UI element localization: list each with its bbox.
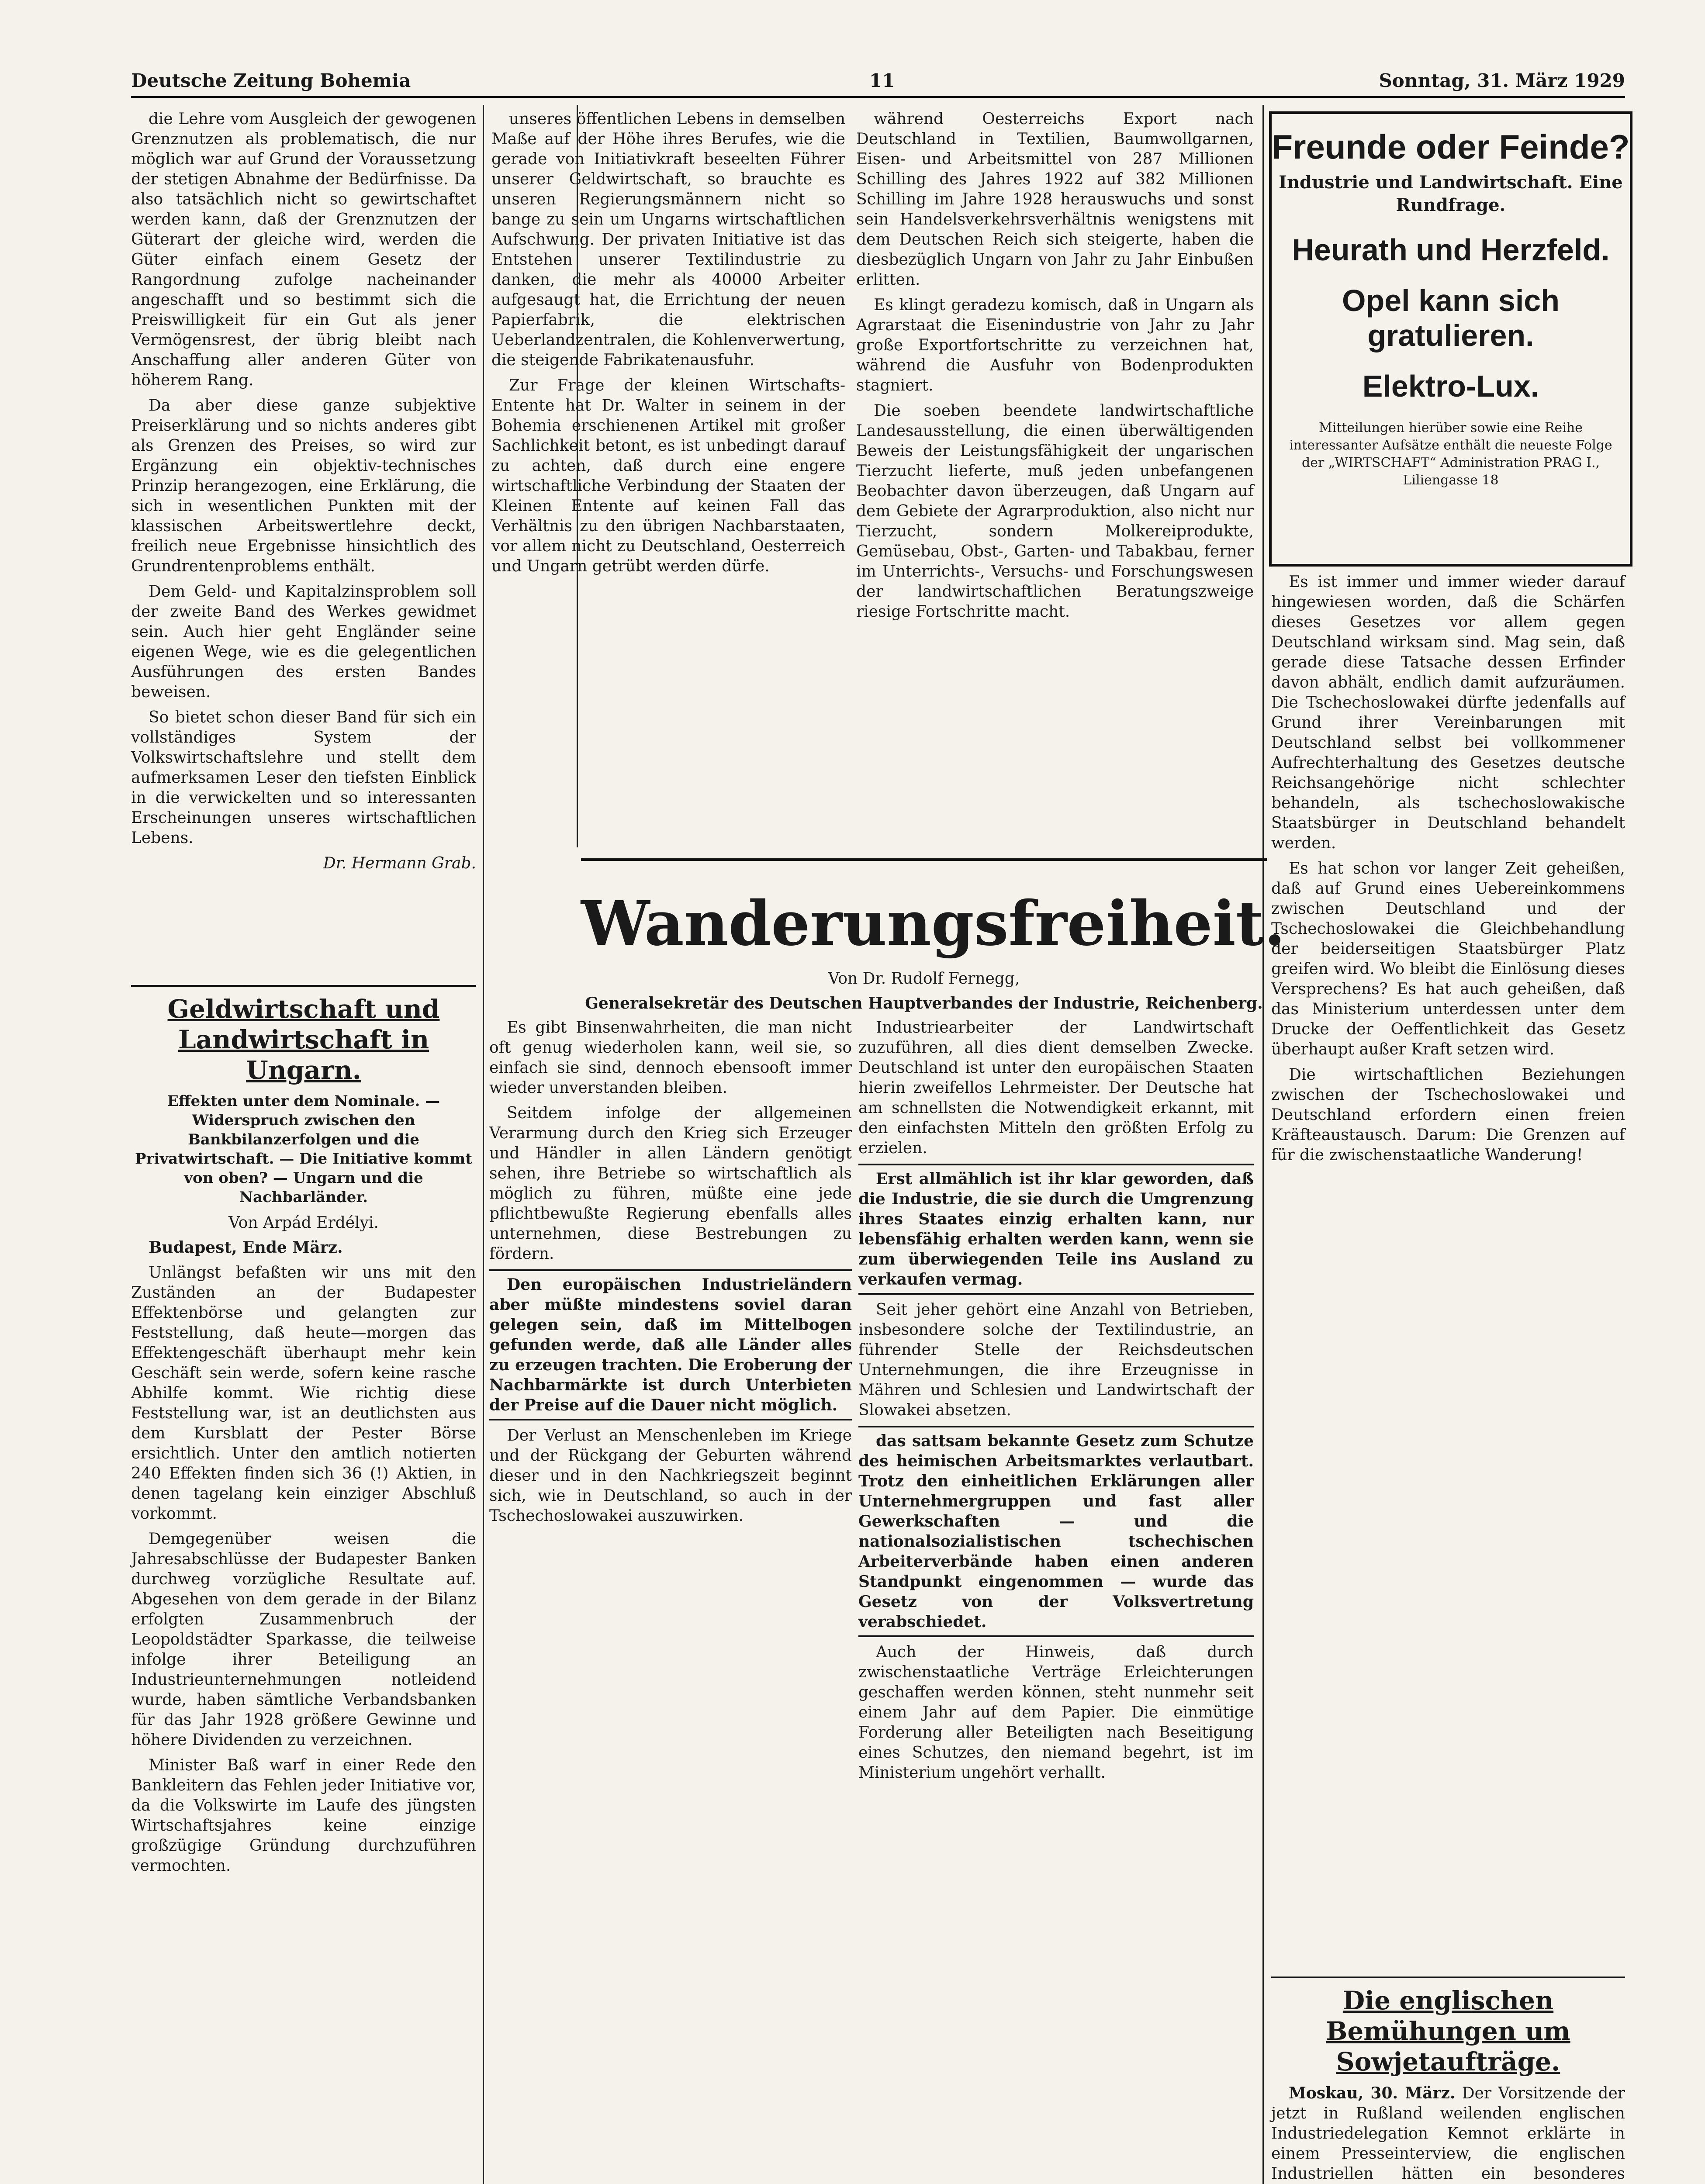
page-header bbox=[131, 66, 1625, 98]
column-rule bbox=[483, 105, 484, 2184]
article-dateline: Budapest, Ende März. bbox=[149, 1238, 343, 1257]
wander-right-column bbox=[858, 1018, 1254, 1788]
paragraph: während Oesterreichs Export nach Deutschland in Textilien, Baumwollgarnen, Eisen- und Arbeitsmittel von 287 Millionen Schilling des Jahres 1922 auf 382 Millionen Schilling im Jahre 1928 herauswuchs und sonst sein Handelsverkehrsverhältnis wenigstens mit dem Deutschen Reich sich steigerte, haben die diesbezüglich Ungarn von Jahr zu Jahr Einbußen erlitten. bbox=[856, 110, 1254, 289]
column-3 bbox=[856, 109, 1254, 627]
section-divider bbox=[131, 985, 476, 987]
ad-line: Heurath und Herzfeld. bbox=[1292, 233, 1610, 267]
article-sowjet bbox=[1271, 1985, 1625, 2184]
article-ungarn bbox=[131, 994, 476, 1881]
highlight-box: Erst allmählich ist ihr klar geworden, daß die Industrie, die sie durch die Umgrenzung ihres Staates einzig erhalten kann, nur lebensfähig erhalten werden kann, wenn sie zum überwiegenden Teile ins Ausland zu verkaufen vermag. bbox=[858, 1164, 1254, 1295]
column-4 bbox=[1271, 572, 1625, 1171]
paragraph: So bietet schon dieser Band für sich ein vollständiges System der Volkswirtschaftslehre und stellt dem aufmerksamen Leser den tiefsten Einblick in die verwickelten und so interessanten Erscheinungen unseres wirtschaftlichen Lebens. bbox=[131, 708, 476, 847]
paragraph: Da aber diese ganze subjektive Preiserklärung und so nichts anderes gibt als Grenzen des Preises, so wird zur Ergänzung ein objektiv-technisches Prinzip herangezogen, eine Erklärung, die sich in wesentlichen Punkten mit der klassischen Arbeitswertlehre deckt, freilich neue Ergebnisse hinsichtlich des Grundrentenproblems enthält. bbox=[131, 397, 476, 575]
paragraph: Es ist immer und immer wieder darauf hingewiesen worden, daß die Schärfen dieses Gesetzes vor allem gegen Deutschland wirksam sind. Mag sein, daß gerade diese Tatsache dessen Erfinder davon abhält, endlich damit aufzuräumen. Die Tschechoslowakei dürfte jedenfalls auf Grund ihrer Vereinbarungen mit Deutschland selbst bei vollkommener Aufrechterhaltung des Gesetzes deutsche Reichsangehörige nicht schlechter behandeln, als tschechoslowakische Staatsbürger in Deutschland behandelt werden. bbox=[1271, 573, 1625, 852]
highlight-box: das sattsam bekannte Gesetz zum Schutze des heimischen Arbeitsmarktes verlautbart. Trotz den einheitlichen Erklärungen aller Unternehmergruppen und fast aller Gewerkschaften — und die nationalsozialistischen tschechischen Arbeiterverbände haben einen anderen Standpunkt eingenommen — wurde das Gesetz von der Volksvertretung verabschiedet. bbox=[858, 1426, 1254, 1637]
paragraph: Es klingt geradezu komisch, daß in Ungarn als Agrarstaat die Eisenindustrie von Jahr zu Jahr große Exportfortschritte zu verzeichnen hat, während die Ausfuhr von Bodenprodukten stagniert. bbox=[856, 296, 1254, 394]
advertisement-box bbox=[1269, 111, 1632, 567]
paragraph: Seitdem infolge der allgemeinen Verarmung durch den Krieg sich Erzeuger und Händler in allen Ländern genötigt sehen, ihre Betriebe so wirtschaftlich als möglich zu führen, müßte eine jede pflichtbewußte Regierung ebenfalls alles unternehmen, diese Bestrebungen zu fördern. bbox=[489, 1104, 852, 1263]
paragraph: unseres öffentlichen Lebens in demselben Maße auf der Höhe ihres Berufes, wie die gerade von Initiativkraft beseelten Führer unserer Geldwirtschaft, so brauchte es unseren Regierungsmännern nicht so bange zu sein um Ungarns wirtschaftlichen Aufschwung. Der privaten Initiative ist das Entstehen unserer Textilindustrie zu danken, die mehr als 40000 Arbeiter aufgesaugt hat, die Errichtung der neuen Papierfabrik, die elektrischen Ueberlandzentralen, die Kohlenverwertung, die steigende Fabrikatenausfuhr. bbox=[491, 110, 845, 369]
headline-rule-top bbox=[581, 858, 1267, 861]
paragraph: Die soeben beendete landwirtschaftliche Landesausstellung, die einen überwältigenden Beweis der Leistungsfähigkeit der ungarischen Tierzucht lieferte, muß jeden unbefangenen Beobachter davon überzeugen, daß Ungarn auf dem Gebiete der Agrarproduktion, also nicht nur Tierzucht, sondern Molkereiprodukte, Gemüsebau, Obst-, Garten- und Tabakbau, ferner im Unterrichts-, Versuchs- und Forschungswesen der landwirtschaftlichen Beratungszweige riesige Fortschritte macht. bbox=[856, 402, 1254, 621]
main-byline-block bbox=[581, 965, 1267, 1018]
column-2 bbox=[491, 109, 845, 582]
paragraph: Es gibt Binsenwahrheiten, die man nicht oft genug wiederholen kann, weil sie, so einfach sie sind, dennoch ebensooft immer wieder unverstanden bleiben. bbox=[489, 1019, 852, 1097]
paper-name: Deutsche Zeitung Bohemia bbox=[131, 70, 411, 91]
article-lead: Effekten unter dem Nominale. — Widerspruch zwischen den Bankbilanzerfolgen und die Privatwirtschaft. — Die Initiative kommt von oben? — Ungarn und die Nachbarländer. bbox=[135, 1092, 472, 1206]
ad-line: Opel kann sich gratulieren. bbox=[1342, 283, 1560, 352]
article-title: Geldwirtschaft und Landwirtschaft in Ungarn. bbox=[167, 994, 440, 1085]
article-title: Die englischen Bemühungen um Sowjetaufträge. bbox=[1326, 1986, 1570, 2077]
paragraph: Minister Baß warf in einer Rede den Bankleitern das Fehlen jeder Initiative vor, da die Volkswirte im Laufe des jüngsten Wirtschaftsjahres keine einzige großzügige Gründung durchzuführen vermochten. bbox=[131, 1756, 476, 1875]
main-headline: Wanderungsfreiheit. bbox=[581, 888, 1286, 960]
column-book-review bbox=[131, 109, 476, 879]
author-role: Generalsekretär des Deutschen Hauptverbandes der Industrie, Reichenberg. bbox=[585, 994, 1263, 1013]
wander-left-column bbox=[489, 1018, 852, 1531]
paragraph: Seit jeher gehört eine Anzahl von Betrieben, insbesondere solche der Textilindustrie, an führender Stelle der Reichsdeutschen Unternehmungen, die ihre Erzeugnisse in Mähren und Schlesien und Landwirtschaft der Slowakei absetzen. bbox=[858, 1301, 1254, 1419]
paragraph: Demgegenüber weisen die Jahresabschlüsse der Budapester Banken durchweg vorzügliche Resultate auf. Abgesehen von dem gerade in der Bilanz erfolgten Zusammenbruch der Leopoldstädter Sparkasse, die teilweise infolge ihrer Beteiligung an Industrieunternehmungen notleidend wurde, haben sämtliche Verbandsbanken für das Jahr 1928 größere Gewinne und höhere Dividenden zu verzeichnen. bbox=[131, 1530, 476, 1749]
paragraph: Zur Frage der kleinen Wirtschafts-Entente hat Dr. Walter in seinem in der Bohemia erschienenen Artikel mit großer Sachlichkeit betont, es ist unbedingt darauf zu achten, daß durch eine engere wirtschaftliche Verbindung der Staaten der Kleinen Entente auf keinen Fall das Verhältnis zu den übrigen Nachbarstaaten, vor allem nicht zu Deutschland, Oesterreich und Ungarn getrübt werden dürfe. bbox=[491, 377, 845, 575]
paragraph: Es hat schon vor langer Zeit geheißen, daß auf Grund eines Uebereinkommens zwischen Deutschland und der Tschechoslowakei die Gleichbehandlung der beiderseitigen Staatsbürger Platz greifen wird. Wo bleibt die Einlösung dieses Versprechens? Es hat auch geheißen, daß das Ministerium unterdessen unter dem Drucke der Oeffentlichkeit das Gesetz überhaupt außer Kraft setzen wird. bbox=[1271, 860, 1625, 1058]
ad-line: Elektro-Lux. bbox=[1362, 369, 1539, 403]
paragraph: Der Verlust an Menschenleben im Kriege und der Rückgang der Geburten während dieser und in den Nachkriegszeit beginnt sich, wie in Deutschland, so auch in der Tschechoslowakei auszuwirken. bbox=[489, 1427, 852, 1525]
author-signature: Dr. Hermann Grab. bbox=[323, 854, 476, 872]
paragraph: die Lehre vom Ausgleich der gewogenen Grenznutzen als problematisch, die nur möglich war auf Grund der Voraussetzung der stetigen Abnahme der Bedürfnisse. Da also tatsächlich nicht so gewirtschaftet werden kann, daß der Grenznutzen der Güterart der gleiche wird, werden die Güter einfach einem Gesetz der Rangordnung zufolge nacheinander angeschafft und so bestimmt sich die Preiswilligkeit für ein Gut als jener Vermögensrest, der übrig bleibt nach Anschaffung aller anderen Güter von höherem Rang. bbox=[131, 110, 476, 389]
paragraph: Unlängst befaßten wir uns mit den Zuständen an der Budapester Effektenbörse und gelangten zur Feststellung, daß heute—morgen das Effektengeschäft überhaupt mehr kein Geschäft sein werde, sofern keine rasche Abhilfe kommt. Wie richtig diese Feststellung war, ist an deutlichsten aus dem Kursblatt der Pester Börse ersichtlich. Unter den amtlich notierten 240 Effekten finden sich 36 (!) Aktien, in denen tagelang kein einziger Abschluß vorkommt. bbox=[131, 1264, 476, 1523]
paragraph: Die wirtschaftlichen Beziehungen zwischen der Tschechoslowakei und Deutschland erfordern einen freien Kräfteaustausch. Darum: Die Grenzen auf für die zwischenstaatliche Wanderung! bbox=[1271, 1066, 1625, 1164]
article-dateline: Moskau, 30. März. bbox=[1289, 2084, 1456, 2102]
paragraph: Dem Geld- und Kapitalzinsproblem soll der zweite Band des Werkes gewidmet sein. Auch hier geht Engländer seine eigenen Wege, wie es die gelegentlichen Ausführungen des ersten Bandes beweisen. bbox=[131, 583, 476, 701]
ad-note: Mitteilungen hierüber sowie eine Reihe interessanter Aufsätze enthält die neueste Folge der „WIRTSCHAFT“ Administration PRAG I., Liliengasse 18 bbox=[1289, 420, 1612, 488]
ad-subtitle: Industrie und Landwirtschaft. Eine Rundfrage. bbox=[1279, 172, 1623, 215]
issue-date: Sonntag, 31. März 1929 bbox=[1379, 70, 1625, 91]
article-text: Der Vorsitzende der jetzt in Rußland weilenden englischen Industriedelegation Kemnot erklärte in einem Presseinterview, die englischen Industriellen hätten ein besonderes bbox=[1271, 2084, 1625, 2183]
page-number: 11 bbox=[869, 70, 895, 91]
paragraph: Industriearbeiter der Landwirtschaft zuzuführen, all dies dient demselben Zwecke. Deutschland ist unter den europäischen Staaten hierin zweifellos Lehrmeister. Der Deutsche hat am schnellsten die Notwendigkeit erkannt, mit den einfachsten Mitteln den größten Erfolg zu erzielen. bbox=[858, 1019, 1254, 1157]
highlight-box: Den europäischen Industrieländern aber müßte mindestens soviel daran gelegen sein, daß im Mittelbogen gefunden werde, daß alle Länder alles zu erzeugen trachten. Die Eroberung der Nachbarmärkte ist durch Unterbieten der Preise auf die Dauer nicht möglich. bbox=[489, 1269, 852, 1420]
section-divider bbox=[1271, 1977, 1625, 1978]
ad-title: Freunde oder Feinde? bbox=[1272, 128, 1630, 166]
article-byline: Von Arpád Erdélyi. bbox=[228, 1214, 379, 1232]
article-byline: Von Dr. Rudolf Fernegg, bbox=[828, 970, 1020, 988]
paragraph: Auch der Hinweis, daß durch zwischenstaatliche Verträge Erleichterungen geschaffen werden können, steht nunmehr seit einem Jahr auf dem Papier. Die einmütige Forderung aller Beteiligten nach Beseitigung eines Schutzes, den niemand begehrt, ist im Ministerium ungehört verhallt. bbox=[858, 1643, 1254, 1782]
column-rule bbox=[1262, 105, 1264, 2184]
